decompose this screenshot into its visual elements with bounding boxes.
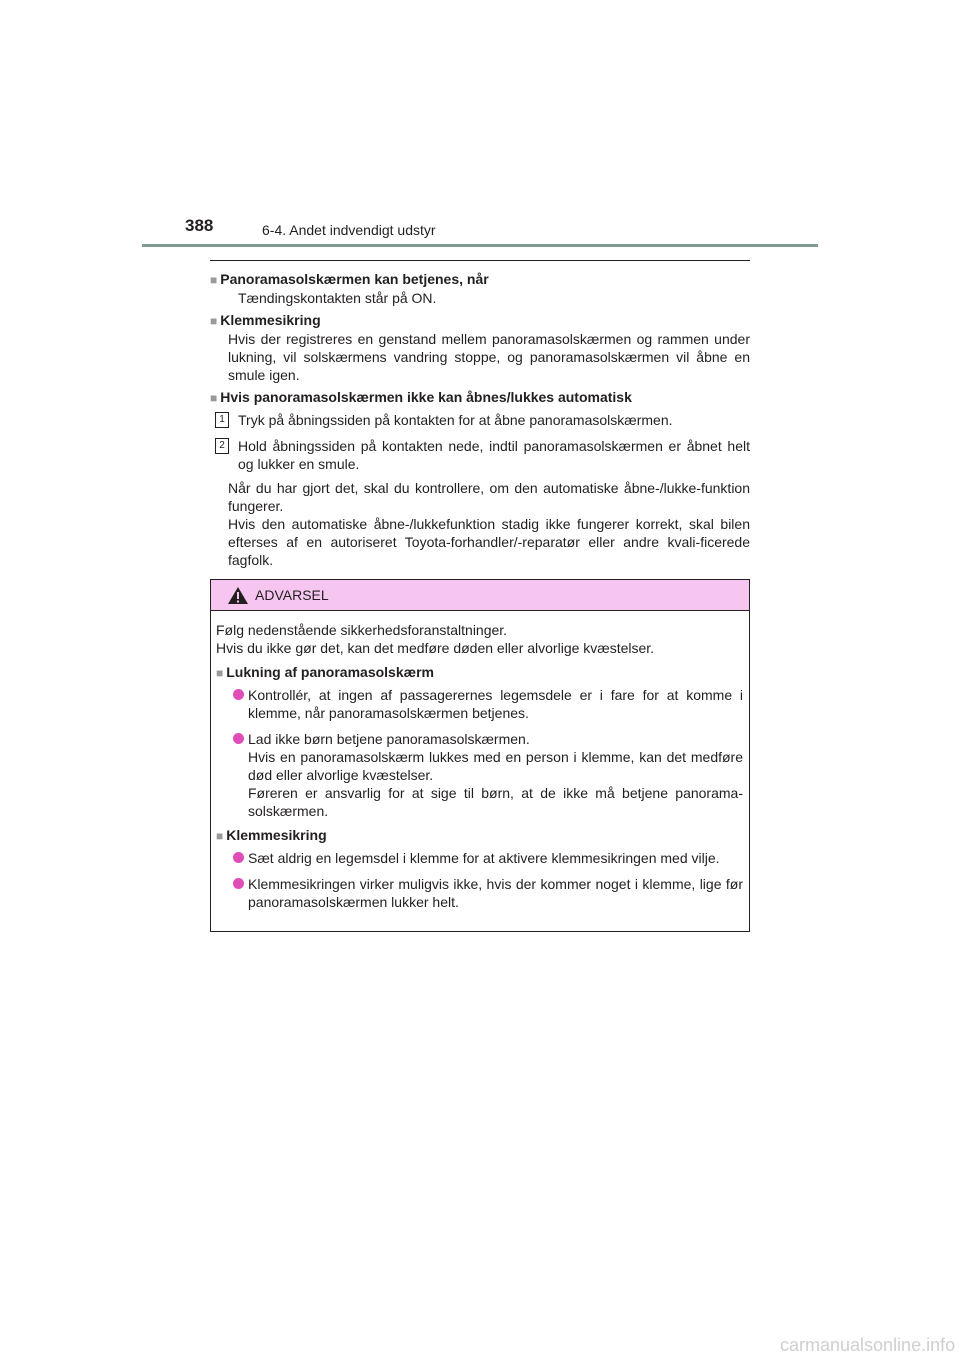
warning-body [211,611,749,911]
round-bullet-icon [233,852,244,863]
square-bullet-icon: ■ [210,273,218,287]
heading-operation: ■ Panoramasolskærmen kan betjenes, når [210,271,489,287]
warning-header [211,580,749,611]
square-bullet-icon: ■ [216,829,224,843]
square-bullet-icon: ■ [210,391,218,405]
warning-box [210,579,750,932]
warning-bullet: Lad ikke børn betjene panoramasolskærmen. Hvis en panoramasolskærm lukkes med en person i klemme, kan det medføre død eller alvorlige kvæstelser. Føreren er ansvarlig for at sige til børn, at de ikke må betjene panorama-solskærmen. [233,730,743,820]
warning-label: ADVARSEL [255,587,329,603]
warning-heading-jam: ■ Klemmesikring [216,827,327,843]
heading-jam-protection: ■ Klemmesikring [210,312,321,328]
step-number: 1 [215,412,229,428]
paragraph-jam-protection: Hvis der registreres en genstand mellem panoramasolskærmen og rammen under lukning, vil solskærmens vandring stoppe, og panoramasolskærmen vil åbne en smule igen. [228,331,750,383]
paragraph-service: Hvis den automatiske åbne-/lukkefunktion stadig ikke fungerer korrekt, skal bilen efterses af en autoriseret Toyota-forhandler/-reparatør eller andre kvali-ficerede fagfolk. [228,516,750,568]
warning-intro-1: Følg nedenstående sikkerhedsforanstaltninger. [216,622,508,638]
main-content [210,266,750,569]
warning-bullet: Kontrollér, at ingen af passagerernes legemsdele er i fare for at komme i klemme, når panoramasolskærmen betjenes. [233,686,743,722]
square-bullet-icon: ■ [210,314,218,328]
paragraph-check: Når du har gjort det, skal du kontrollere, om den automatiske åbne-/lukke-funktion fungerer. [228,480,750,514]
warning-intro-2: Hvis du ikke gør det, kan det medføre døden eller alvorlige kvæstelser. [216,640,655,656]
heading-not-automatic: ■ Hvis panoramasolskærmen ikke kan åbnes/lukkes automatisk [210,389,632,405]
warning-heading-closing: ■ Lukning af panoramasolskærm [216,664,434,680]
content-rule [210,260,750,261]
square-bullet-icon: ■ [216,666,224,680]
paragraph-ignition: Tændingskontakten står på ON. [238,290,437,306]
header-rule [142,244,818,247]
round-bullet-icon [233,689,244,700]
page-number: 388 [185,216,214,235]
step-number: 2 [215,438,229,454]
warning-bullet: Klemmesikringen virker muligvis ikke, hvis der kommer noget i klemme, lige før panoramasolskærmen lukker helt. [233,875,743,911]
round-bullet-icon [233,878,244,889]
step-1: 1 Tryk på åbningssiden på kontakten for at åbne panoramasolskærmen. [238,411,750,429]
round-bullet-icon [233,733,244,744]
warning-triangle-icon [227,586,249,605]
step-2: 2 Hold åbningssiden på kontakten nede, indtil panoramasolskærmen er åbnet helt og lukker en smule. [238,437,750,473]
section-title: 6-4. Andet indvendigt udstyr [262,222,436,238]
watermark: carmanualsonline.info [780,1335,956,1355]
warning-bullet: Sæt aldrig en legemsdel i klemme for at aktivere klemmesikringen med vilje. [233,849,743,867]
